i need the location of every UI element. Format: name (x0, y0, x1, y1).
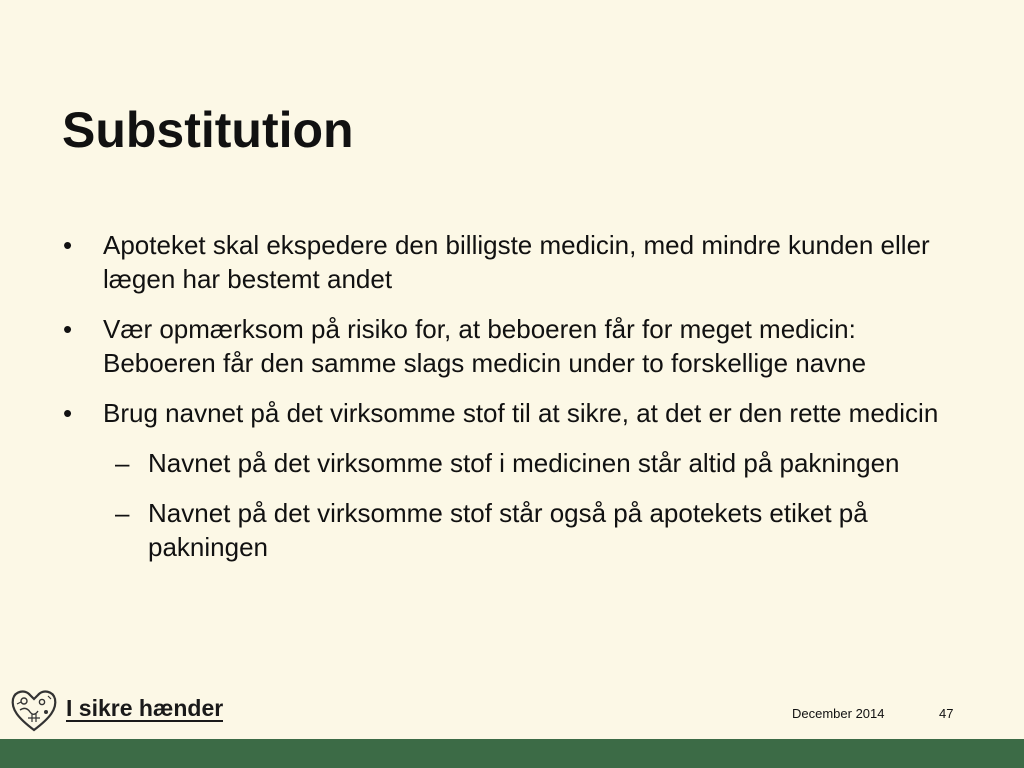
bullet-text: Vær opmærksom på risiko for, at beboeren får for meget medicin: Beboeren får den samme slags medicin under to forskellige navne (103, 314, 867, 378)
heart-logo-icon (8, 684, 60, 734)
bullet-marker: • (63, 230, 73, 260)
footer-date: December 2014 (792, 706, 885, 721)
bullet-text: Apoteket skal ekspedere den billigste medicin, med mindre kunden eller lægen har bestemt andet (103, 230, 930, 294)
bullet-item (63, 396, 963, 430)
sub-bullet-text: Navnet på det virksomme stof i medicinen står altid på pakningen (148, 448, 900, 478)
sub-bullet-item (115, 446, 948, 480)
sub-bullet-item (115, 496, 948, 564)
page-number: 47 (939, 706, 954, 721)
sub-bullet-marker: – (115, 498, 130, 528)
bullet-marker: • (63, 314, 73, 344)
bullet-item (63, 228, 963, 296)
footer-bar (0, 739, 1024, 768)
sub-bullet-text: Navnet på det virksomme stof står også på apotekets etiket på pakningen (148, 498, 868, 562)
bullet-item (63, 312, 963, 380)
footer-logo (8, 684, 223, 734)
slide-title: Substitution (62, 102, 354, 158)
bullet-marker: • (63, 398, 73, 428)
bullet-text: Brug navnet på det virksomme stof til at sikre, at det er den rette medicin (103, 398, 939, 428)
bullet-list (0, 228, 1024, 580)
sub-bullet-marker: – (115, 448, 130, 478)
logo-wordmark: I sikre hænder (66, 695, 224, 721)
